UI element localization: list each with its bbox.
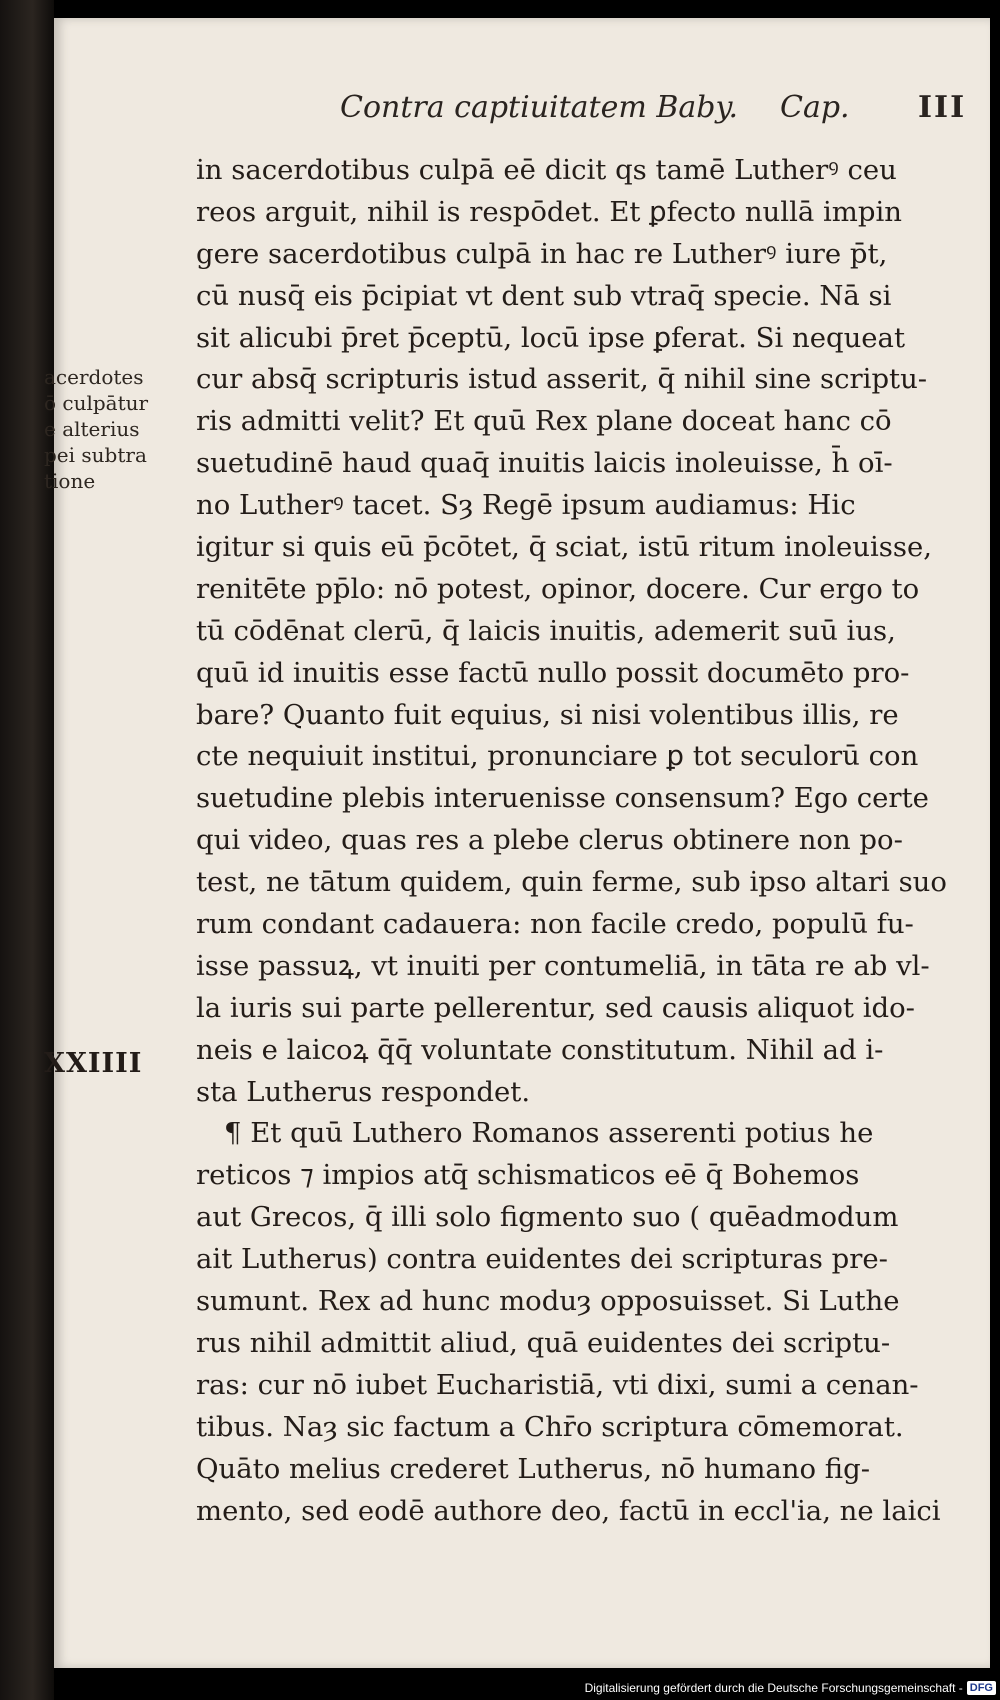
- text-line: Quāto melius crederet Lutherus, nō humano fig-: [196, 1452, 871, 1485]
- margin-gloss-line: acerdotes: [44, 365, 144, 389]
- binding-edge: [0, 0, 54, 1700]
- text-line: sta Lutherus respondet.: [196, 1075, 531, 1108]
- text-line: la iuris sui parte pellerentur, sed causis aliquot ido-: [196, 991, 915, 1024]
- text-line: suetudine plebis interuenisse consensum? Ego certe: [196, 782, 929, 815]
- text-line: gere sacerdotibus culpā in hac re Lutherꝰ iure p̄t,: [196, 237, 888, 270]
- text-line: bare? Quanto fuit equius, si nisi volentibus illis, re: [196, 698, 899, 731]
- text-line: ait Lutherus) contra euidentes dei scripturas pre-: [196, 1243, 888, 1276]
- text-line: sumunt. Rex ad hunc moduȝ opposuisset. Si Luthe: [196, 1285, 900, 1318]
- body-text: [196, 150, 976, 1532]
- dfg-logo: DFG: [967, 1681, 996, 1695]
- running-head-title: Contra captiuitatem Baby.: [340, 90, 738, 125]
- text-line: suetudinē haud quaq̄ inuitis laicis inoleuisse, h̄ oī-: [196, 447, 893, 480]
- text-line: isse passuꝝ, vt inuiti per contumeliā, in tāta re ab vl-: [196, 949, 930, 982]
- text-line: tū cōdēnat clerū, q̄ laicis inuitis, ademerit suū ius,: [196, 614, 896, 647]
- margin-gloss-line: pei subtra: [44, 443, 147, 467]
- folio-number: III: [918, 90, 967, 125]
- digitization-credit: [585, 1678, 996, 1698]
- text-line: quū id inuitis esse factū nullo possit documēto pro-: [196, 656, 910, 689]
- text-line: no Lutherꝰ tacet. Sȝ Regē ipsum audiamus: Hic: [196, 489, 856, 522]
- text-line: reticos ⁊ impios atq̄ schismaticos eē q̄ Bohemos: [196, 1159, 860, 1192]
- text-line: aut Grecos, q̄ illi solo figmento suo ( quēadmodum: [196, 1201, 899, 1234]
- text-line: sit alicubi p̄ret p̄ceptū, locū ipse ꝑferat. Si nequeat: [196, 321, 905, 354]
- credit-text: Digitalisierung gefördert durch die Deutsche Forschungsgemeinschaft -: [584, 1681, 963, 1695]
- text-line: cur absq̄ scripturis istud asserit, q̄ nihil sine scriptu-: [196, 363, 928, 396]
- text-line: qui video, quas res a plebe clerus obtinere non po-: [196, 824, 903, 857]
- text-line-paragraph-start: ¶ Et quū Luthero Romanos asserenti potius he: [224, 1117, 874, 1150]
- text-line: ras: cur nō iubet Eucharistiā, vti dixi, sumi a cenan-: [196, 1368, 919, 1401]
- text-line: rum condant cadauera: non facile credo, populū fu-: [196, 908, 914, 941]
- text-line: tibus. Naȝ sic factum a Chr̄o scriptura cōmemorat.: [196, 1410, 904, 1443]
- text-line: renitēte pp̄lo: nō potest, opinor, docere. Cur ergo to: [196, 572, 920, 605]
- text-line: ris admitti velit? Et quū Rex plane doceat hanc cō: [196, 405, 892, 438]
- text-line: igitur si quis eū p̄cōtet, q̄ sciat, istū ritum inoleuisse,: [196, 531, 933, 564]
- text-line: reos arguit, nihil is respōdet. Et ꝑfecto nullā impin: [196, 195, 902, 228]
- text-line: mento, sed eodē authore deo, factū in eccl'ia, ne laici: [196, 1494, 941, 1527]
- text-line: in sacerdotibus culpā eē dicit qs tamē Lutherꝰ ceu: [196, 154, 897, 186]
- text-line: cte nequiuit institui, pronunciare ꝑ tot seculorū con: [196, 740, 919, 773]
- margin-gloss-line: ō culpātur: [44, 391, 149, 415]
- text-line: rus nihil admittit aliud, quā euidentes dei scriptu-: [196, 1326, 891, 1359]
- margin-gloss-line: tione: [44, 469, 96, 493]
- section-number: XXIIII: [44, 1048, 143, 1079]
- text-line: test, ne tātum quidem, quin ferme, sub ipso altari suo: [196, 866, 947, 899]
- margin-gloss: [44, 364, 194, 494]
- text-line: neis e laicoꝝ q̄q̄ voluntate constitutum. Nihil ad i-: [196, 1033, 884, 1066]
- text-line: cū nusq̄ eis p̄cipiat vt dent sub vtraq̄ specie. Nā si: [196, 279, 892, 312]
- running-head: [200, 90, 967, 140]
- margin-gloss-line: e alterius: [44, 417, 140, 441]
- running-head-chapter: Cap.: [780, 90, 850, 125]
